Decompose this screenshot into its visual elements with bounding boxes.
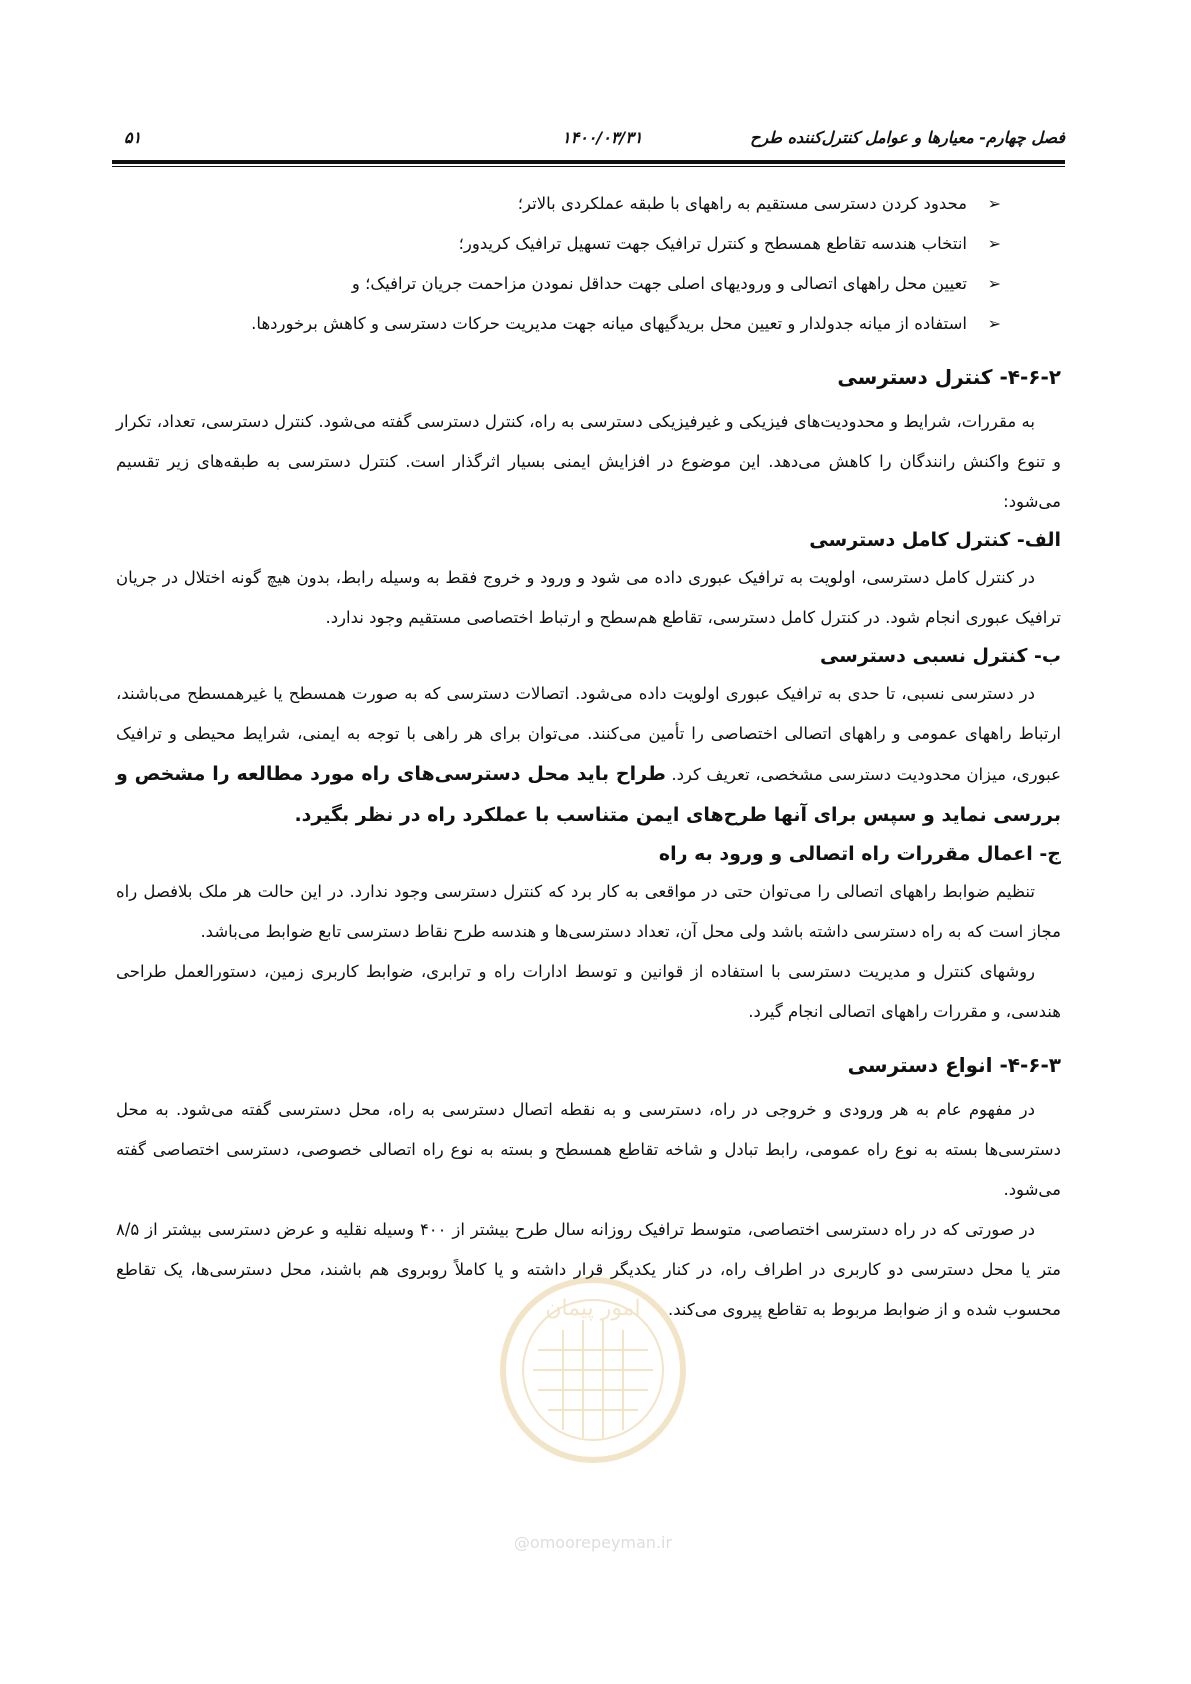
connection-rules-paragraph-2: روشهای کنترل و مدیریت دسترسی با استفاده از قوانین و توسط ادارات راه و ترابری، ضوابط کاربری زمین، دستورالعمل طراحی هندسی، و مقررات راههای اتصالی انجام گیرد. [116, 962, 1061, 1021]
subheading-partial-control: ب- کنترل نسبی دسترسی [819, 645, 1061, 667]
partial-control-text: در دسترسی نسبی، تا حدی به ترافیک عبوری اولویت داده می‌شود. اتصالات دسترسی که به صورت همسطح یا غیرهمسطح می‌باشند، ارتباط راههای عمومی و راههای اتصالی اختصاصی را تأمین می‌کنند. می‌توان برای هر راهی با توجه به ایمنی، شرایط محیطی و ترافیک عبوری، میزان محدودیت دسترسی مشخصی، تعریف کرد. [116, 684, 1062, 784]
subheading-full-control: الف- کنترل کامل دسترسی [809, 529, 1061, 551]
designer-note-bold: طراح باید محل دسترسی‌های راه مورد مطالعه را مشخص و بررسی نماید و سپس برای آنها طرح‌های ایمن متناسب با عملکرد راه در نظر بگیرد. [116, 763, 1061, 826]
arrow-bullet-icon: ➢ [987, 194, 1001, 213]
section-heading-access-types: ۴-۶-۳- انواع دسترسی [847, 1053, 1061, 1077]
arrow-bullet-icon: ➢ [987, 314, 1001, 333]
subheading-connection-rules: ج- اعمال مقررات راه اتصالی و ورود به راه [658, 843, 1061, 865]
list-item: ➢ انتخاب هندسه تقاطع همسطح و کنترل ترافیک جهت تسهیل ترافیک کریدور؛ [116, 224, 1001, 264]
header-rule-thick [112, 160, 1065, 164]
list-item: ➢ استفاده از میانه جدولدار و تعیین محل بریدگیهای میانه جهت مدیریت حرکات دسترسی و کاهش برخوردها. [116, 304, 1001, 344]
watermark-logo-text: امور پیمان [545, 1296, 641, 1321]
page-header [112, 128, 1065, 154]
watermark-handle: @omoorepeyman.ir [513, 1533, 673, 1552]
partial-control-paragraph [116, 674, 1061, 836]
header-date: ۱۴۰۰/۰۳/۳۱ [562, 128, 643, 147]
access-types-paragraph-1: در مفهوم عام به هر ورودی و خروجی در راه، دسترسی و به نقطه اتصال دسترسی به راه، محل دسترسی گفته می‌شود. به محل دسترسی‌ها بسته به نوع راه عمومی، رابط تبادل و شاخه تقاطع همسطح و بسته به نوع راه اتصالی خصوصی، دسترسی اختصاصی گفته می‌شود. [116, 1100, 1061, 1199]
connection-rules-paragraph-1: تنظیم ضوابط راههای اتصالی را می‌توان حتی در مواقعی به کار برد که کنترل دسترسی وجود ندارد. در این حالت هر ملک بلافصل راه مجاز است که به راه دسترسی داشته باشد ولی محل آن، تعداد دسترسی‌ها و هندسه طرح نقاط دسترسی تابع ضوابط می‌باشد. [116, 882, 1061, 941]
list-item: ➢ تعیین محل راههای اتصالی و ورودیهای اصلی جهت حداقل نمودن مزاحمت جریان ترافیک؛ و [116, 264, 1001, 304]
page-number: ۵۱ [124, 128, 142, 147]
arrow-bullet-icon: ➢ [987, 274, 1001, 293]
bullet-list [116, 184, 1061, 344]
arrow-bullet-icon: ➢ [987, 234, 1001, 253]
section-heading-access-control: ۴-۶-۲- کنترل دسترسی [837, 365, 1061, 389]
chapter-title: فصل چهارم- معیارها و عوامل کنترل‌کننده طرح [750, 128, 1065, 147]
document-body [116, 184, 1061, 1330]
header-rule-thin [112, 166, 1065, 167]
access-control-intro: به مقررات، شرایط و محدودیت‌های فیزیکی و غیرفیزیکی دسترسی به راه، کنترل دسترسی گفته می‌شود. کنترل دسترسی، تعداد، تکرار و تنوع واکنش رانندگان را کاهش می‌دهد. این موضوع در افزایش ایمنی بسیار اثرگذار است. کنترل دسترسی به طبقه‌های زیر تقسیم می‌شود: [116, 412, 1061, 511]
access-types-paragraph-2: در صورتی که در راه دسترسی اختصاصی، متوسط ترافیک روزانه سال طرح بیشتر از ۴۰۰ وسیله نقلیه و عرض دسترسی بیشتر از ۸/۵ متر یا محل دسترسی دو کاربری در اطراف راه، در کنار یکدیگر قرار داشته و یا کاملاً روبروی هم باشند، محل دسترسی‌ها، یک تقاطع محسوب شده و از ضوابط مربوط به تقاطع پیروی می‌کند. [116, 1220, 1061, 1319]
list-item: ➢ محدود کردن دسترسی مستقیم به راههای با طبقه عملکردی بالاتر؛ [116, 184, 1001, 224]
full-control-paragraph: در کنترل کامل دسترسی، اولویت به ترافیک عبوری داده می شود و ورود و خروج فقط به وسیله رابط، بدون هیچ گونه اختلال در جریان ترافیک عبوری انجام شود. در کنترل کامل دسترسی، تقاطع هم‌سطح و ارتباط اختصاصی مستقیم وجود ندارد. [116, 568, 1061, 627]
